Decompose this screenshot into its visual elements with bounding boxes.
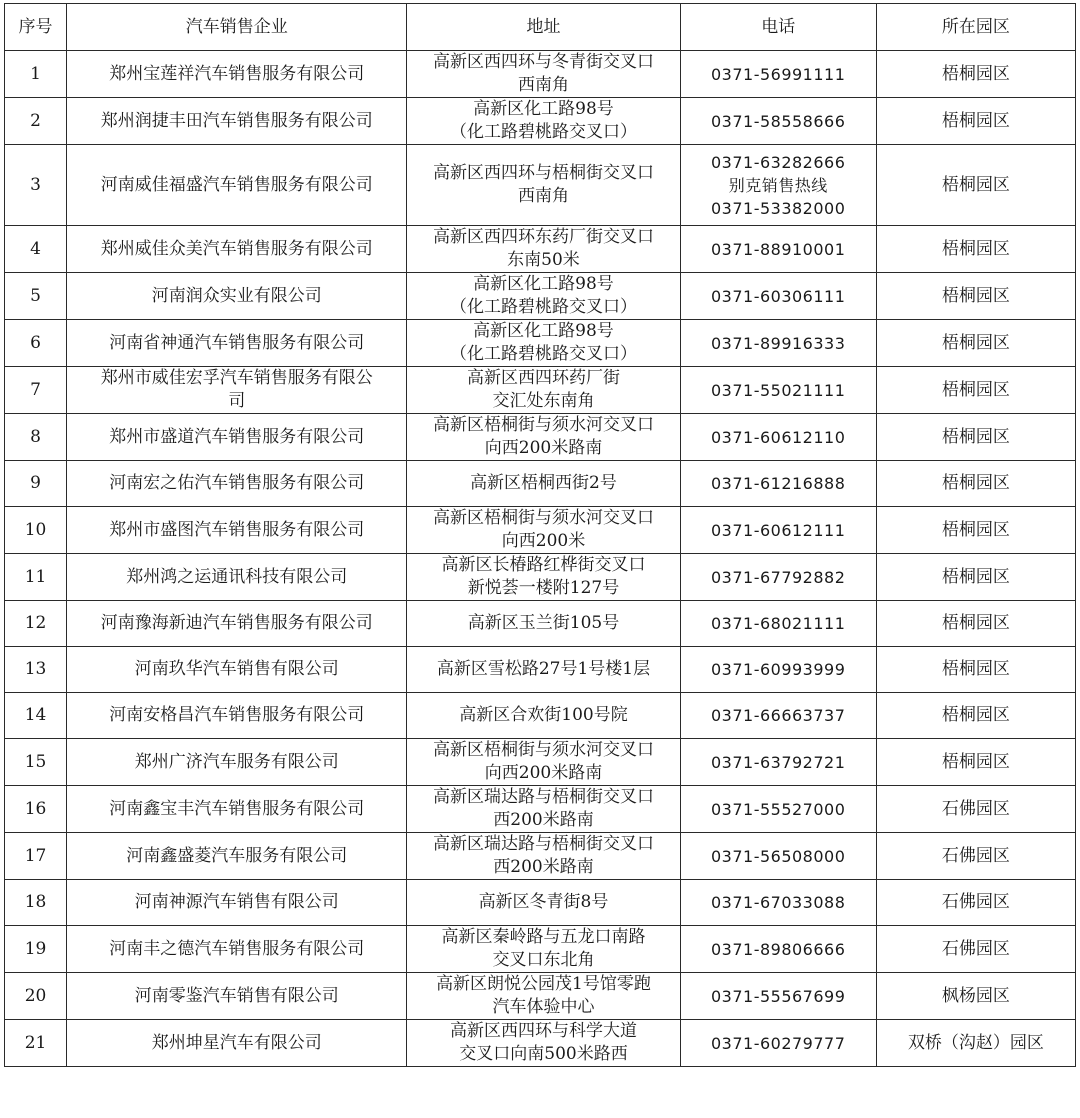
park: 枫杨园区	[876, 973, 1075, 1020]
table-row	[5, 647, 1076, 693]
table-row	[5, 226, 1076, 273]
row-number: 2	[5, 98, 67, 145]
phone	[680, 786, 876, 833]
address-line: 高新区瑞达路与梧桐街交叉口	[432, 787, 654, 807]
park: 梧桐园区	[876, 273, 1075, 320]
address-line: 高新区梧桐西街2号	[470, 473, 617, 493]
park: 梧桐园区	[876, 320, 1075, 367]
table-row	[5, 273, 1076, 320]
table-row	[5, 320, 1076, 367]
row-number: 10	[5, 507, 67, 554]
row-number: 20	[5, 973, 67, 1020]
phone-line: 0371-55567699	[710, 986, 846, 1006]
phone	[680, 226, 876, 273]
address-line: 高新区西四环与冬青街交叉口	[432, 52, 654, 72]
row-number: 16	[5, 786, 67, 833]
table-row	[5, 554, 1076, 601]
company-name	[67, 320, 407, 367]
company-name	[67, 926, 407, 973]
phone	[680, 973, 876, 1020]
company-name	[67, 1020, 407, 1067]
phone-line: 0371-60612111	[710, 520, 846, 540]
park: 梧桐园区	[876, 693, 1075, 739]
phone	[680, 414, 876, 461]
row-number: 19	[5, 926, 67, 973]
phone-line: 0371-66663737	[710, 706, 846, 725]
phone	[680, 693, 876, 739]
company-name	[67, 414, 407, 461]
row-number: 12	[5, 601, 67, 647]
address-line: 高新区雪松路27号1号楼1层	[436, 659, 651, 679]
table-row	[5, 51, 1076, 98]
park: 梧桐园区	[876, 414, 1075, 461]
company-name-line: 河南神源汽车销售有限公司	[134, 892, 339, 912]
park: 梧桐园区	[876, 739, 1075, 786]
address	[407, 226, 680, 273]
park: 梧桐园区	[876, 601, 1075, 647]
row-number: 1	[5, 51, 67, 98]
address-line: 高新区化工路98号	[473, 321, 614, 341]
phone	[680, 833, 876, 880]
address	[407, 786, 680, 833]
park: 梧桐园区	[876, 507, 1075, 554]
address-line: 交汇处东南角	[492, 391, 595, 411]
phone	[680, 1020, 876, 1067]
address-line: 高新区梧桐街与须水河交叉口	[432, 415, 654, 435]
address-line: 高新区化工路98号	[473, 99, 614, 119]
table-row	[5, 601, 1076, 647]
company-name	[67, 98, 407, 145]
company-name	[67, 647, 407, 693]
company-name-line: 河南豫海新迪汽车销售服务有限公司	[100, 613, 373, 633]
park: 石佛园区	[876, 786, 1075, 833]
address-line: 向西200米路南	[484, 763, 603, 783]
company-name-line: 郑州鸿之运通讯科技有限公司	[126, 566, 348, 587]
row-number: 7	[5, 367, 67, 414]
phone-line: 0371-60612110	[710, 427, 846, 447]
address	[407, 367, 680, 414]
company-name	[67, 693, 407, 739]
header-no: 序号	[5, 4, 67, 51]
company-name-line: 郑州市威佳宏孚汽车销售服务有限公	[100, 368, 373, 388]
address	[407, 973, 680, 1020]
phone-line: 0371-89806666	[710, 939, 846, 959]
phone-line: 0371-56991111	[710, 64, 846, 84]
company-name-line: 河南丰之德汽车销售服务有限公司	[109, 938, 365, 959]
header-phone: 电话	[680, 4, 876, 51]
phone	[680, 273, 876, 320]
address-line: 汽车体验中心	[492, 997, 595, 1017]
company-name	[67, 51, 407, 98]
address-line: 高新区朗悦公园茂1号馆零跑	[436, 974, 651, 994]
address	[407, 98, 680, 145]
table-row	[5, 973, 1076, 1020]
address-line: （化工路碧桃路交叉口）	[449, 344, 637, 364]
row-number: 4	[5, 226, 67, 273]
table-body	[5, 51, 1076, 1067]
phone	[680, 367, 876, 414]
park: 梧桐园区	[876, 145, 1075, 226]
address-line: 交叉口东北角	[492, 950, 595, 970]
row-number: 6	[5, 320, 67, 367]
phone	[680, 926, 876, 973]
company-name-line: 郑州市盛道汽车销售服务有限公司	[109, 426, 365, 447]
phone-line: 0371-56508000	[710, 846, 846, 866]
address	[407, 554, 680, 601]
table-row	[5, 693, 1076, 739]
phone-line: 0371-60306111	[710, 286, 846, 306]
company-name	[67, 601, 407, 647]
header-company: 汽车销售企业	[67, 4, 407, 51]
address	[407, 320, 680, 367]
company-name-line: 河南鑫盛菱汽车服务有限公司	[126, 845, 348, 866]
address	[407, 693, 680, 739]
phone-line: 别克销售热线	[728, 175, 828, 195]
park: 梧桐园区	[876, 461, 1075, 507]
table-row	[5, 367, 1076, 414]
address-line: 东南50米	[507, 250, 580, 270]
address-line: 高新区梧桐街与须水河交叉口	[432, 508, 654, 528]
company-name-line: 河南玖华汽车销售有限公司	[134, 659, 339, 679]
address-line: 高新区西四环与梧桐街交叉口	[432, 163, 654, 183]
address-line: 新悦荟一楼附127号	[467, 578, 620, 598]
company-name	[67, 507, 407, 554]
header-park: 所在园区	[876, 4, 1075, 51]
table-row	[5, 926, 1076, 973]
row-number: 17	[5, 833, 67, 880]
company-name-line: 河南零鉴汽车销售有限公司	[134, 985, 339, 1006]
table-row	[5, 145, 1076, 226]
company-name-line: 河南宏之佑汽车销售服务有限公司	[109, 473, 365, 493]
company-name-line: 郑州润捷丰田汽车销售服务有限公司	[100, 110, 373, 131]
phone-line: 0371-60279777	[710, 1033, 846, 1053]
address	[407, 1020, 680, 1067]
address-line: 交叉口向南500米路西	[459, 1044, 628, 1064]
phone	[680, 145, 876, 226]
row-number: 15	[5, 739, 67, 786]
row-number: 5	[5, 273, 67, 320]
company-name	[67, 973, 407, 1020]
phone-line: 0371-60993999	[710, 660, 846, 679]
company-name-line: 河南省神通汽车销售服务有限公司	[109, 332, 365, 353]
phone-line: 0371-58558666	[710, 111, 846, 131]
address-line: （化工路碧桃路交叉口）	[449, 297, 637, 317]
phone-line: 0371-61216888	[710, 474, 846, 493]
phone	[680, 507, 876, 554]
table-row	[5, 507, 1076, 554]
company-name-line: 郑州宝莲祥汽车销售服务有限公司	[109, 63, 365, 84]
phone	[680, 880, 876, 926]
company-name-line: 河南鑫宝丰汽车销售服务有限公司	[109, 798, 365, 819]
phone-line: 0371-55021111	[710, 380, 846, 400]
address	[407, 507, 680, 554]
address-line: 西南角	[517, 75, 569, 95]
phone-line: 0371-53382000	[710, 198, 846, 218]
company-name	[67, 739, 407, 786]
address-line: 高新区西四环药厂街	[466, 368, 620, 388]
phone-line: 0371-67033088	[710, 893, 846, 912]
row-number: 21	[5, 1020, 67, 1067]
company-name-line: 郑州坤星汽车有限公司	[151, 1032, 322, 1053]
address-line: 向西200米	[501, 531, 586, 551]
company-name	[67, 461, 407, 507]
park: 梧桐园区	[876, 647, 1075, 693]
park: 石佛园区	[876, 926, 1075, 973]
address	[407, 273, 680, 320]
park: 双桥（沟赵）园区	[876, 1020, 1075, 1067]
company-name	[67, 554, 407, 601]
table-row	[5, 786, 1076, 833]
address-line: 高新区合欢街100号院	[459, 705, 628, 725]
company-name	[67, 833, 407, 880]
row-number: 8	[5, 414, 67, 461]
park: 梧桐园区	[876, 367, 1075, 414]
address	[407, 833, 680, 880]
phone-line: 0371-88910001	[710, 239, 846, 259]
address	[407, 461, 680, 507]
park: 石佛园区	[876, 833, 1075, 880]
dealer-table	[4, 3, 1076, 1067]
phone-line: 0371-67792882	[710, 567, 846, 587]
company-name-line: 司	[228, 391, 246, 411]
phone	[680, 647, 876, 693]
company-name-line: 河南威佳福盛汽车销售服务有限公司	[100, 174, 373, 195]
company-name	[67, 786, 407, 833]
phone	[680, 739, 876, 786]
address-line: 高新区秦岭路与五龙口南路	[441, 927, 646, 947]
company-name	[67, 145, 407, 226]
address-line: 西200米路南	[493, 810, 594, 830]
row-number: 9	[5, 461, 67, 507]
company-name-line: 郑州广济汽车服务有限公司	[134, 751, 339, 772]
address-line: （化工路碧桃路交叉口）	[449, 122, 637, 142]
table-row	[5, 880, 1076, 926]
phone-line: 0371-89916333	[710, 333, 846, 353]
address	[407, 601, 680, 647]
phone-line: 0371-63792721	[710, 752, 846, 772]
phone	[680, 51, 876, 98]
phone	[680, 461, 876, 507]
phone-line: 0371-55527000	[710, 799, 846, 819]
address	[407, 926, 680, 973]
table-row	[5, 98, 1076, 145]
address-line: 高新区长椿路红桦街交叉口	[441, 555, 646, 575]
address-line: 高新区冬青街8号	[478, 892, 609, 912]
company-name	[67, 226, 407, 273]
address-line: 高新区西四环东药厂街交叉口	[432, 227, 654, 247]
row-number: 14	[5, 693, 67, 739]
table-row	[5, 1020, 1076, 1067]
address-line: 高新区西四环与科学大道	[449, 1021, 637, 1041]
company-name	[67, 273, 407, 320]
table-row	[5, 833, 1076, 880]
company-name	[67, 880, 407, 926]
table-row	[5, 461, 1076, 507]
phone	[680, 98, 876, 145]
phone	[680, 320, 876, 367]
park: 梧桐园区	[876, 226, 1075, 273]
address	[407, 739, 680, 786]
address	[407, 51, 680, 98]
row-number: 13	[5, 647, 67, 693]
address	[407, 145, 680, 226]
company-name-line: 郑州市盛图汽车销售服务有限公司	[109, 519, 365, 540]
address	[407, 647, 680, 693]
phone-line: 0371-63282666	[710, 152, 846, 172]
address-line: 高新区瑞达路与梧桐街交叉口	[432, 834, 654, 854]
row-number: 11	[5, 554, 67, 601]
header-row	[5, 4, 1076, 51]
company-name-line: 河南润众实业有限公司	[151, 285, 322, 306]
address-line: 西200米路南	[493, 857, 594, 877]
phone	[680, 554, 876, 601]
table-row	[5, 414, 1076, 461]
park: 梧桐园区	[876, 51, 1075, 98]
address-line: 高新区梧桐街与须水河交叉口	[432, 740, 654, 760]
park: 梧桐园区	[876, 554, 1075, 601]
company-name-line: 郑州威佳众美汽车销售服务有限公司	[100, 238, 373, 259]
row-number: 3	[5, 145, 67, 226]
row-number: 18	[5, 880, 67, 926]
park: 石佛园区	[876, 880, 1075, 926]
address-line: 高新区化工路98号	[473, 274, 614, 294]
company-name	[67, 367, 407, 414]
header-address: 地址	[407, 4, 680, 51]
address-line: 高新区玉兰街105号	[467, 613, 620, 633]
address-line: 向西200米路南	[484, 438, 603, 458]
table-row	[5, 739, 1076, 786]
phone-line: 0371-68021111	[710, 614, 846, 633]
park: 梧桐园区	[876, 98, 1075, 145]
company-name-line: 河南安格昌汽车销售服务有限公司	[109, 705, 365, 725]
phone	[680, 601, 876, 647]
address	[407, 880, 680, 926]
address	[407, 414, 680, 461]
address-line: 西南角	[517, 186, 569, 206]
